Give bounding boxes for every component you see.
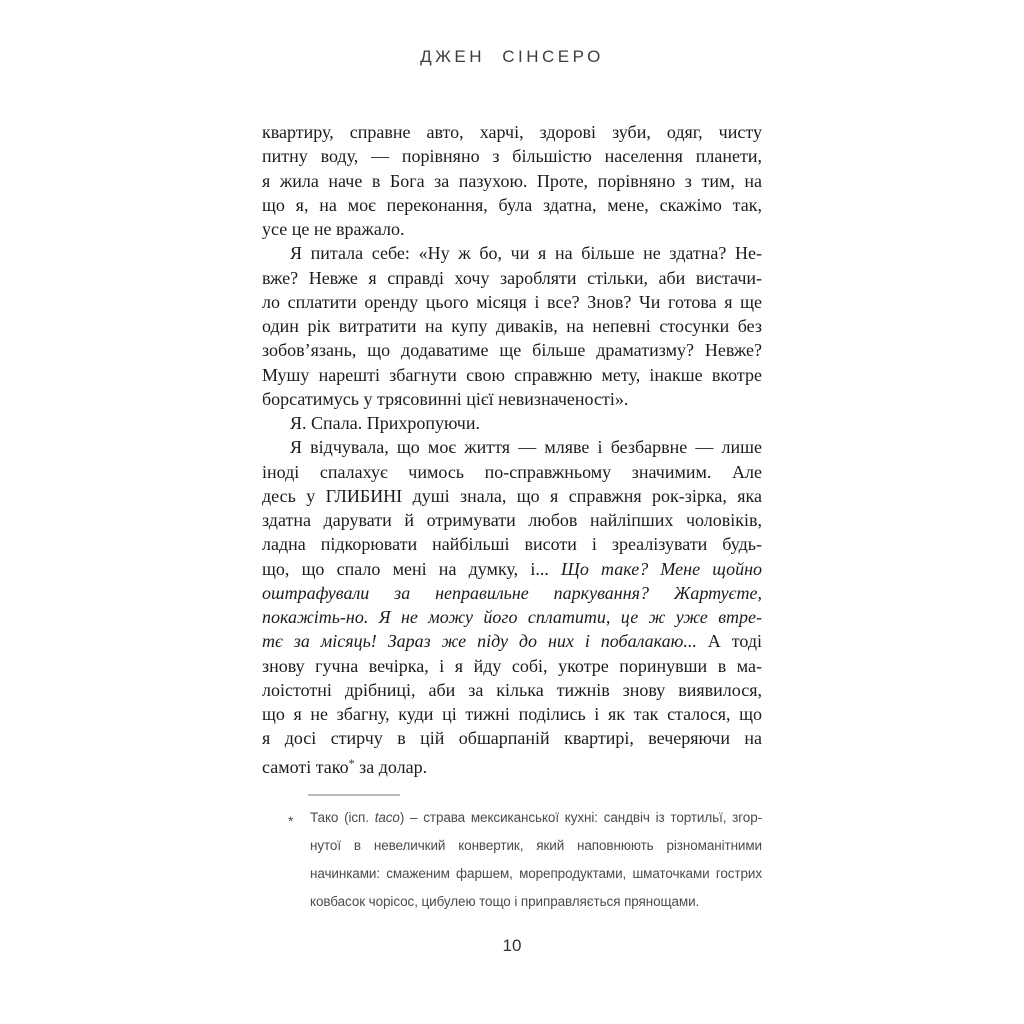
running-head: ДЖЕН СІНСЕРО bbox=[420, 47, 604, 66]
text-line: здатна дарувати й отримувати любов найліпших чоловіків, bbox=[262, 510, 762, 530]
text-line: лоістотні дрібниці, аби за кілька тижнів знову виявилося, bbox=[262, 679, 762, 700]
text-line: я досі стирчу в цій обшарпаній квартирі, вечеряючи на bbox=[262, 728, 762, 749]
text-line: квартиру, справне авто, харчі, здорові зуби, одяг, чисту bbox=[262, 122, 762, 142]
text-line: тє за місяць! Зараз же піду до них і побалакаю... А тоді bbox=[262, 631, 762, 652]
body-text bbox=[262, 120, 762, 779]
text-line: я жила наче в Бога за пазухою. Проте, порівняно з тим, на bbox=[262, 170, 762, 191]
text-line: Тако (ісп. taco) – страва мексиканської кухні: сандвіч із тортильї, згор- bbox=[310, 810, 762, 825]
text-line: нутої в невеличкий конвертик, який наповнюють різноманітними bbox=[310, 838, 762, 853]
text-line: що я не збагну, куди ці тижні поділись і як так сталося, що bbox=[262, 704, 762, 724]
text-line: ковбасок чорісос, цибулею тощо і приправляється прянощами. bbox=[310, 894, 700, 909]
text-line: Я. Спала. Прихропуючи. bbox=[290, 413, 480, 433]
footnote-rule bbox=[308, 794, 400, 796]
text-line: усе це не вражало. bbox=[262, 219, 405, 239]
footnote-marker: * bbox=[288, 813, 294, 829]
page-number: 10 bbox=[502, 936, 522, 955]
text-line: оштрафували за неправильне паркування? Жартуєте, bbox=[262, 582, 762, 603]
text-line: зобов’язань, що додаватиме ще більше драматизму? Невже? bbox=[262, 340, 762, 361]
text-line: Я питала себе: «Ну ж бо, чи я на більше не здатна? Не- bbox=[290, 243, 762, 264]
text-line: один рік витратити на купу диваків, на непевні стосунки без bbox=[262, 316, 762, 336]
text-line: Я відчувала, що моє життя — мляве і безбарвне — лише bbox=[290, 437, 762, 458]
text-line: що, що спало мені на думку, і... Що таке? Мене щойно bbox=[262, 558, 762, 579]
text-line: знову гучна вечірка, і я йду собі, укотре поринувши в ма- bbox=[262, 655, 762, 676]
text-line: ладна підкорювати найбільші висоти і зреалізувати будь- bbox=[262, 534, 762, 555]
text-line: Мушу нарешті збагнути свою справжню мету, інакше вкотре bbox=[262, 364, 762, 385]
text-line: начинками: смаженим фаршем, морепродуктами, шматочками гострих bbox=[310, 866, 762, 881]
footnote bbox=[262, 794, 762, 916]
text-line: борсатимусь у трясовинні цієї невизначеності». bbox=[262, 388, 629, 409]
text-line: ло сплатити оренду цього місяця і все? Знов? Чи готова я ще bbox=[262, 291, 762, 312]
text-line: що я, на моє переконання, була здатна, мене, скажімо так, bbox=[262, 194, 762, 215]
text-line: покажіть-но. Я не можу його сплатити, це ж уже втре- bbox=[262, 607, 762, 627]
text-line: іноді спалахує чимось по-справжньому значимим. Але bbox=[262, 461, 762, 482]
text-line: десь у ГЛИБИНІ душі знала, що я справжня рок-зірка, яка bbox=[262, 485, 762, 506]
text-line: самоті тако* за долар. bbox=[262, 755, 428, 777]
footnote-text bbox=[262, 804, 762, 916]
text-line: вже? Невже я справді хочу заробляти стільки, аби вистачи- bbox=[262, 267, 762, 288]
text-line: питну воду, — порівняно з більшістю населення планети, bbox=[262, 146, 762, 167]
